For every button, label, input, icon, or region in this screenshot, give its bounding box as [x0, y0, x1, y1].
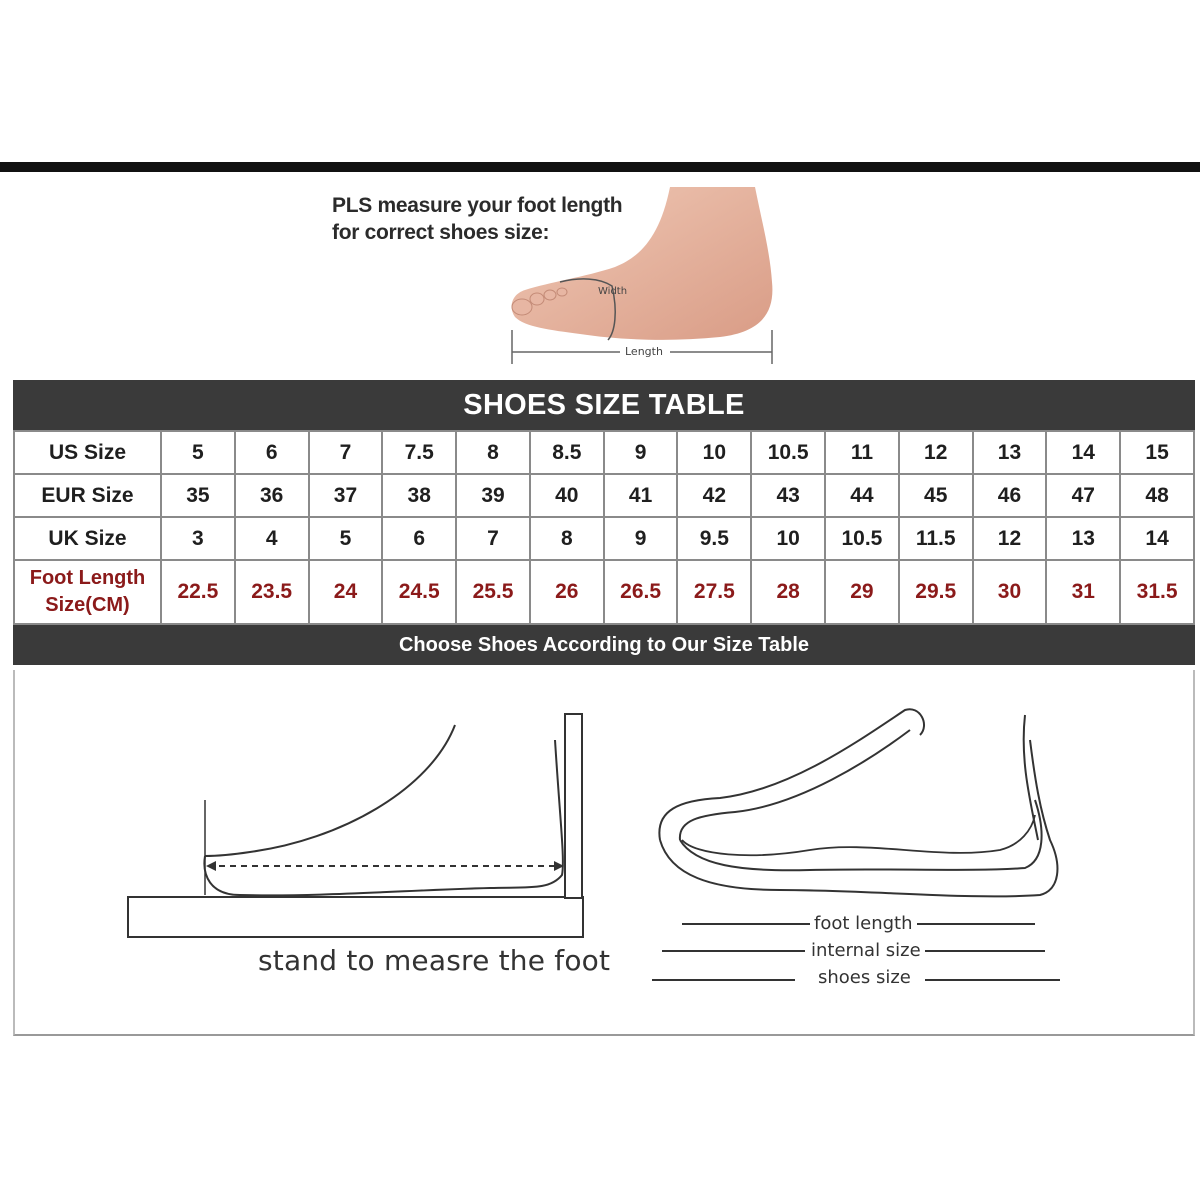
foot-length-cell: 26.5	[604, 560, 678, 624]
size-cell: 13	[1046, 517, 1120, 560]
size-cell: 37	[309, 474, 383, 517]
size-cell: 14	[1046, 431, 1120, 474]
table-sub-banner: Choose Shoes According to Our Size Table	[13, 625, 1195, 665]
shoes-size-label: shoes size	[814, 967, 915, 988]
foot-illustration	[500, 182, 790, 372]
foot-length-row	[14, 560, 1194, 624]
size-cell: 8.5	[530, 431, 604, 474]
size-cell: 40	[530, 474, 604, 517]
size-cell: 41	[604, 474, 678, 517]
foot-length-label: foot length	[810, 913, 917, 934]
internal-size-label: internal size	[807, 940, 925, 961]
foot-length-cell: 26	[530, 560, 604, 624]
foot-length-label-line-2: Size(CM)	[45, 594, 130, 616]
size-cell: 36	[235, 474, 309, 517]
row-label: UK Size	[14, 517, 161, 560]
foot-length-cell: 29	[825, 560, 899, 624]
size-cell: 14	[1120, 517, 1194, 560]
foot-length-cell: 23.5	[235, 560, 309, 624]
size-grid	[13, 430, 1195, 625]
size-cell: 10.5	[825, 517, 899, 560]
length-label: Length	[625, 345, 663, 358]
stand-caption: stand to measre the foot	[258, 944, 611, 977]
size-cell: 9.5	[677, 517, 751, 560]
foot-length-cell: 22.5	[161, 560, 235, 624]
size-cell: 48	[1120, 474, 1194, 517]
size-cell: 3	[161, 517, 235, 560]
size-cell: 5	[309, 517, 383, 560]
instruction-line-1: PLS measure your foot length	[332, 194, 623, 217]
table-title: SHOES SIZE TABLE	[13, 380, 1195, 430]
table-row	[14, 431, 1194, 474]
size-cell: 43	[751, 474, 825, 517]
foot-length-cell: 31	[1046, 560, 1120, 624]
size-cell: 44	[825, 474, 899, 517]
size-cell: 39	[456, 474, 530, 517]
table-row	[14, 474, 1194, 517]
size-cell: 4	[235, 517, 309, 560]
size-table	[13, 380, 1195, 665]
size-cell: 9	[604, 431, 678, 474]
size-cell: 15	[1120, 431, 1194, 474]
foot-length-cell: 30	[973, 560, 1047, 624]
foot-length-cell: 29.5	[899, 560, 973, 624]
size-cell: 42	[677, 474, 751, 517]
top-divider	[0, 162, 1200, 172]
size-cell: 6	[235, 431, 309, 474]
size-cell: 10	[677, 431, 751, 474]
size-cell: 38	[382, 474, 456, 517]
size-cell: 5	[161, 431, 235, 474]
foot-length-cell: 24.5	[382, 560, 456, 624]
size-cell: 8	[456, 431, 530, 474]
size-cell: 9	[604, 517, 678, 560]
size-cell: 8	[530, 517, 604, 560]
size-cell: 13	[973, 431, 1047, 474]
size-cell: 35	[161, 474, 235, 517]
foot-length-cell: 24	[309, 560, 383, 624]
width-label: Width	[598, 286, 628, 297]
size-cell: 10.5	[751, 431, 825, 474]
size-cell: 47	[1046, 474, 1120, 517]
foot-length-label	[14, 560, 161, 624]
size-cell: 11.5	[899, 517, 973, 560]
size-cell: 45	[899, 474, 973, 517]
foot-length-cell: 25.5	[456, 560, 530, 624]
table-row	[14, 517, 1194, 560]
size-cell: 10	[751, 517, 825, 560]
size-cell: 46	[973, 474, 1047, 517]
size-cell: 11	[825, 431, 899, 474]
foot-length-cell: 27.5	[677, 560, 751, 624]
size-cell: 7	[456, 517, 530, 560]
instruction-line-2: for correct shoes size:	[332, 221, 550, 244]
row-label: EUR Size	[14, 474, 161, 517]
size-cell: 12	[973, 517, 1047, 560]
row-label: US Size	[14, 431, 161, 474]
size-cell: 6	[382, 517, 456, 560]
foot-length-cell: 31.5	[1120, 560, 1194, 624]
size-cell: 7	[309, 431, 383, 474]
foot-length-label-line-1: Foot Length	[29, 567, 146, 589]
foot-length-cell: 28	[751, 560, 825, 624]
size-cell: 12	[899, 431, 973, 474]
size-cell: 7.5	[382, 431, 456, 474]
